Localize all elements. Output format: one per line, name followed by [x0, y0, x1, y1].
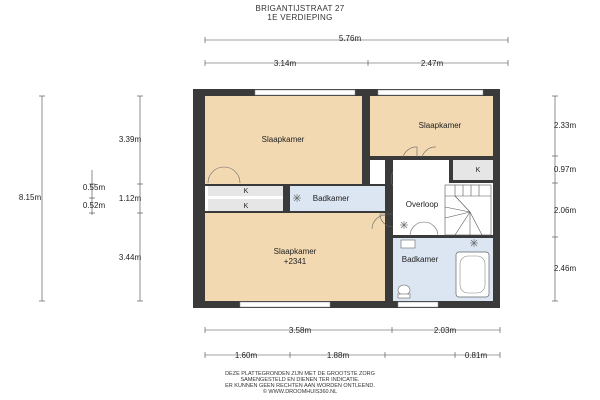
dim-top-left: 3.14m — [273, 59, 297, 68]
dim-right-4: 2.46m — [553, 264, 577, 273]
floor-title: 1E VERDIEPING — [267, 13, 333, 22]
dim-bottom-right: 2.03m — [433, 326, 457, 335]
dim-left-top: 3.39m — [118, 135, 142, 144]
disclaimer-line-1: DEZE PLATTEGRONDEN ZIJN MET DE GROOTSTE ZORG — [225, 371, 375, 377]
dim-left-total: 8.15m — [18, 193, 42, 202]
room-label-bathroom-bottom: Badkamer — [401, 255, 439, 264]
disclaimer-line-4: © WWW.DROOMHUIS360.NL — [262, 389, 338, 395]
stairs — [445, 185, 491, 235]
dim-right-1: 2.33m — [553, 121, 577, 130]
room-label-bedroom-bottom: Slaapkamer — [273, 247, 317, 256]
closet-label-2: K — [243, 203, 249, 210]
light-icon — [470, 239, 478, 247]
dim-right-2: 0.97m — [553, 165, 577, 174]
closet-label-3: K — [475, 167, 481, 174]
closet-3-fill — [453, 160, 493, 182]
disclaimer-line-3: ER KUNNEN GEEN RECHTEN AAN WORDEN ONTLEEND. — [225, 383, 375, 389]
sink — [401, 240, 415, 248]
dim-bottom2-b: 1.88m — [326, 351, 350, 360]
dim-left-small-2: 0.52m — [82, 201, 106, 210]
toilet — [398, 285, 410, 295]
room-label-bedroom-top-right: Slaapkamer — [418, 121, 462, 130]
light-icon — [400, 221, 408, 229]
room-label-landing: Overloop — [405, 200, 439, 209]
closet-label-1: K — [243, 188, 249, 195]
address-title: BRIGANTIJSTRAAT 27 — [255, 4, 345, 13]
bathtub — [456, 252, 489, 297]
dim-top-right: 2.47m — [420, 59, 444, 68]
room-label-bedroom-top-left: Slaapkamer — [261, 135, 305, 144]
dim-bottom2-c: 0.81m — [464, 351, 488, 360]
dim-top-total: 5.76m — [338, 34, 362, 43]
dim-bottom2-a: 1.60m — [234, 351, 258, 360]
room-label-note: +2341 — [283, 257, 307, 266]
dim-left-mid: 1.12m — [118, 194, 142, 203]
dim-bottom-left: 3.58m — [288, 326, 312, 335]
dim-left-small-1: 0.55m — [82, 183, 106, 192]
dim-right-3: 2.06m — [553, 206, 577, 215]
room-label-bathroom-middle: Badkamer — [312, 194, 350, 203]
dim-left-bottom: 3.44m — [118, 253, 142, 262]
light-icon — [293, 194, 301, 202]
disclaimer-line-2: SAMENGESTELD EN DIENEN TER INDICATIE. — [240, 377, 360, 383]
